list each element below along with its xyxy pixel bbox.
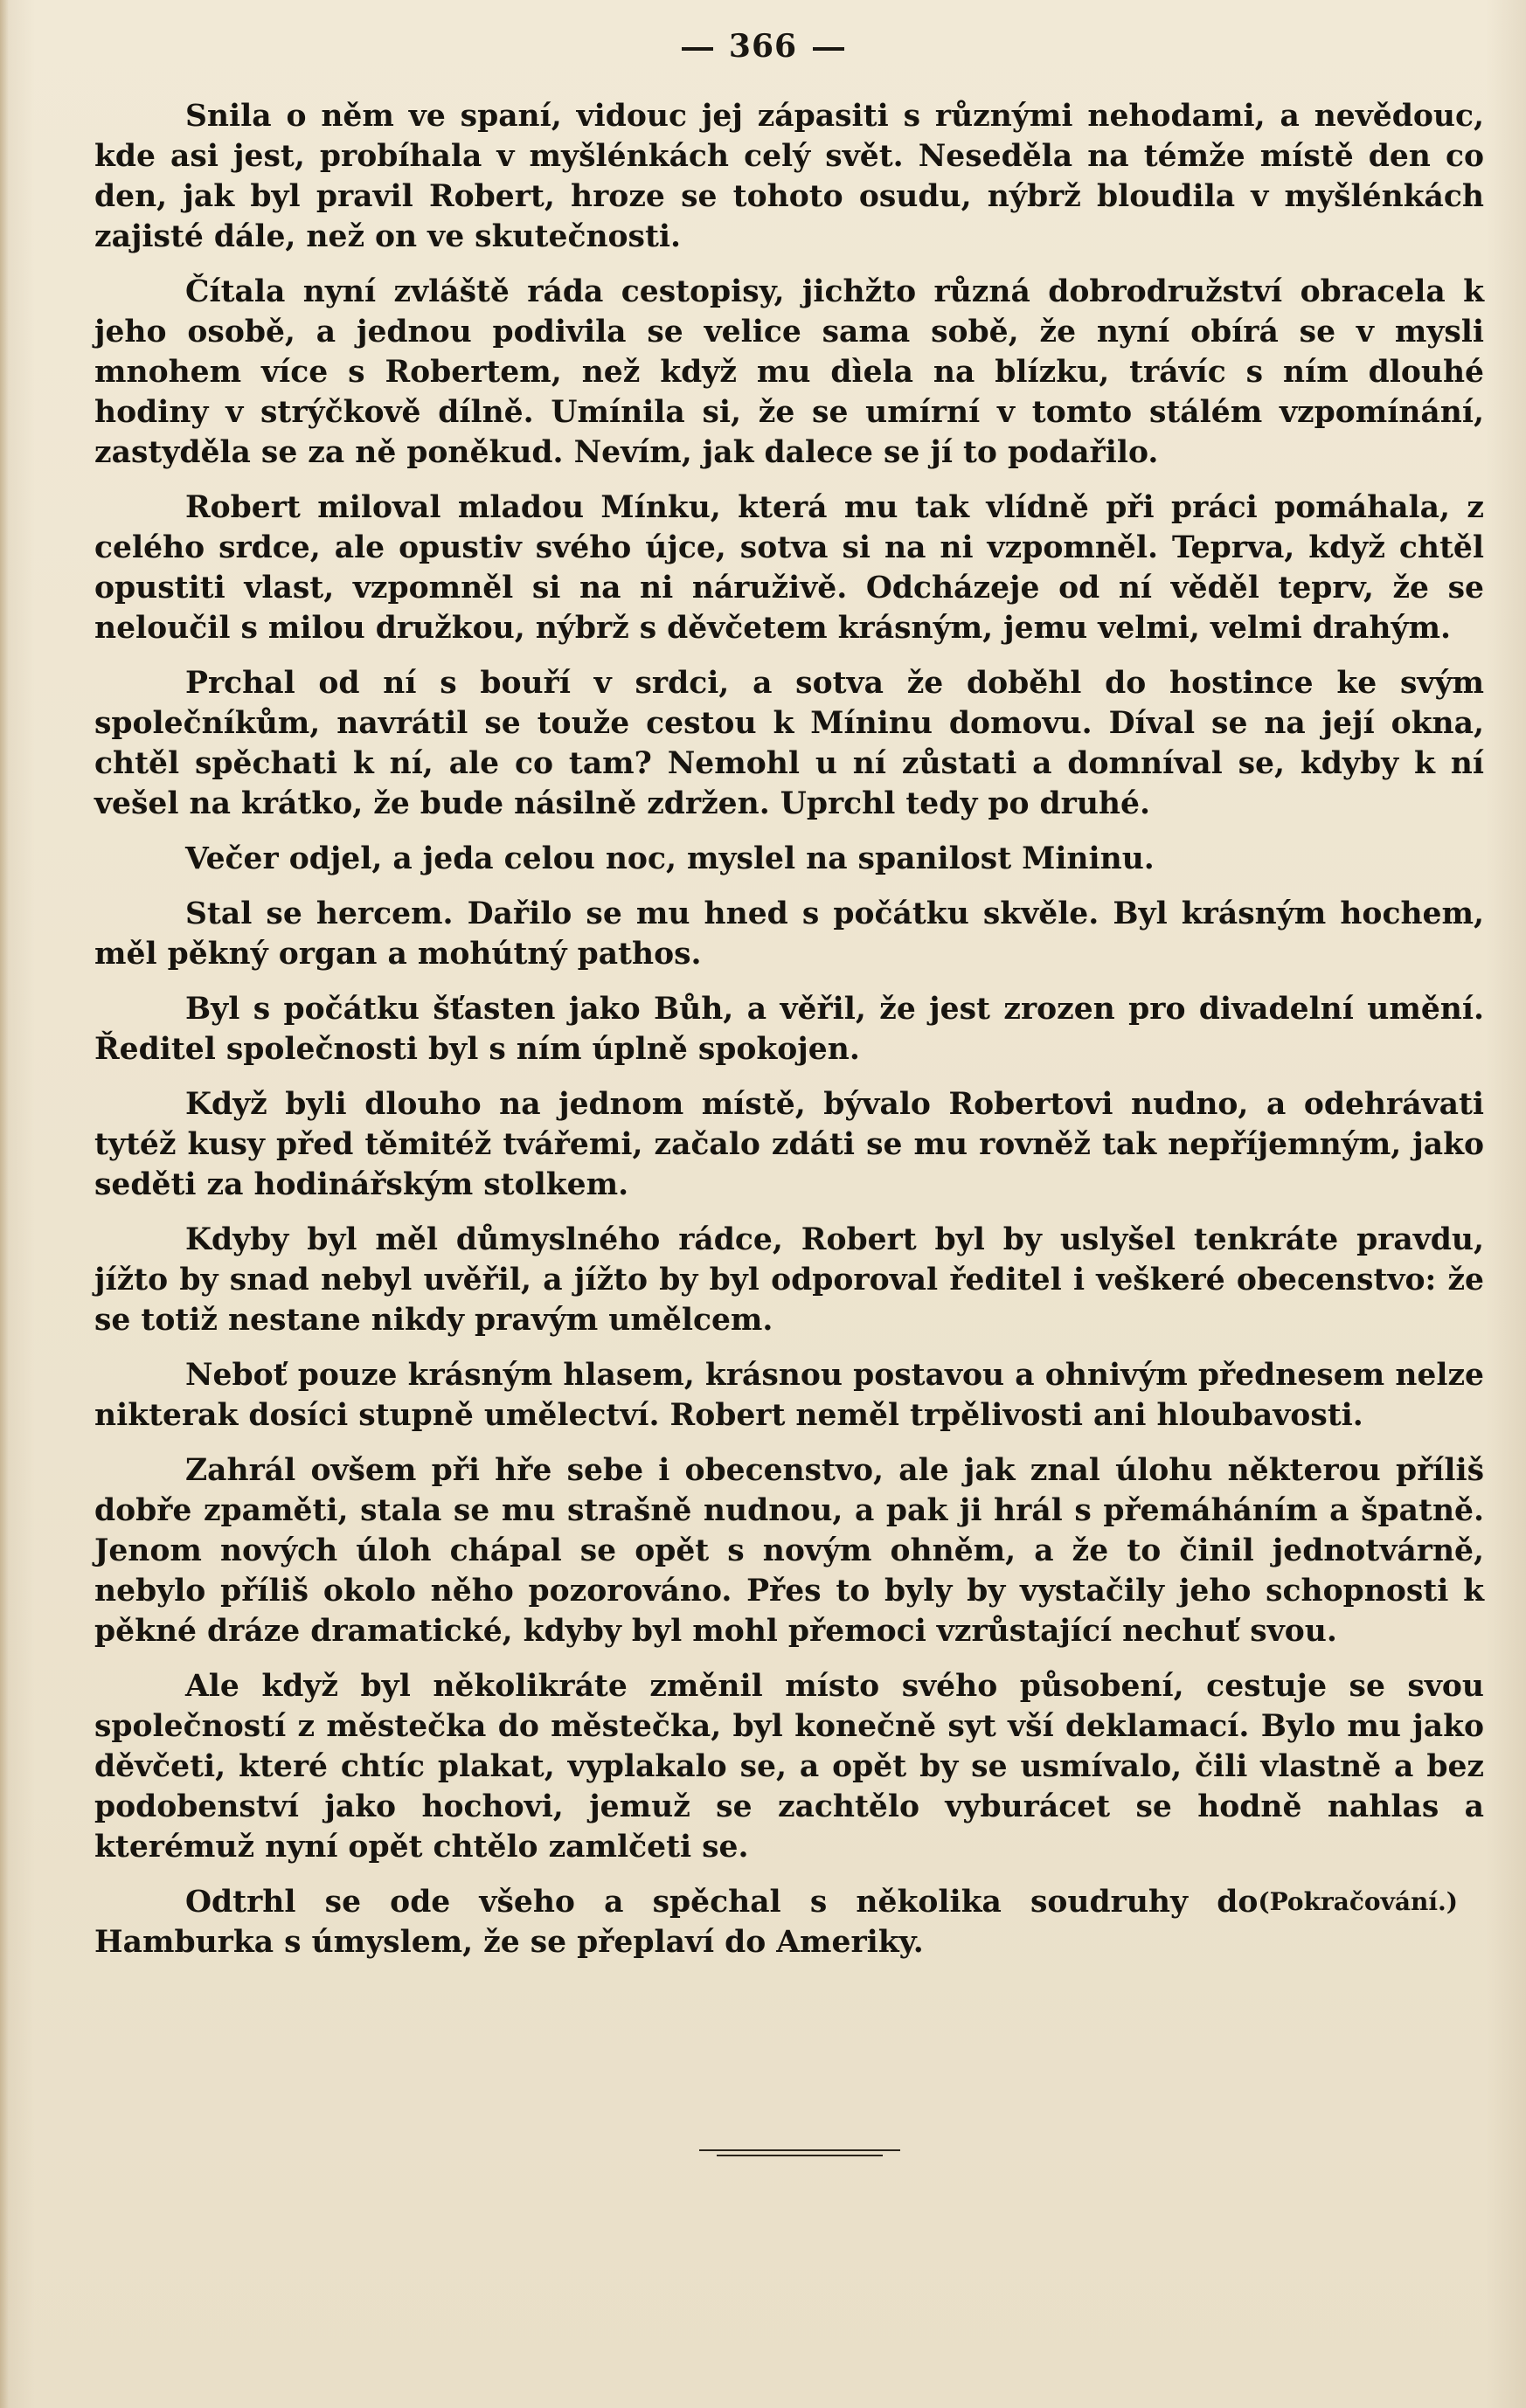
separator-line-bottom: [717, 2155, 883, 2156]
paragraph: Ale když byl několikráte změnil místo svého působení, cestuje se svou společností z městečka do městečka, byl konečně syt vší deklamací. Bylo mu jako děvčeti, které chtíc plakat, vyplakalo se, a opět by se usmívalo, čili vlastně a bez podobenství jako hochovi, jemuž se zachtělo vyburácet se hodně nahlas a kterémuž nyní opět chtělo zamlčeti se.: [94, 1669, 1484, 1865]
page-number-text: 366: [728, 28, 798, 65]
paragraph: Zahrál ovšem při hře sebe i obecenstvo, ale jak znal úlohu některou příliš dobře zpaměti, stala se mu strašně nudnou, a pak ji hrál s přemáháním a špatně. Jenom nových úloh chápal se opět s novým ohněm, a že to činil jednotvárně, nebylo příliš okolo něho pozorováno. Přes to byly by vystačily jeho schopnosti k pěkné dráze dramatické, kdyby byl mohl přemoci vzrůstající nechuť svou.: [94, 1453, 1484, 1649]
page-edge-shadow: [0, 0, 9, 2408]
paragraph: Byl s počátku šťasten jako Bůh, a věřil, že jest zrozen pro divadelní umění. Ředitel společnosti byl s ním úplně spokojen.: [94, 992, 1484, 1067]
paragraph: Prchal od ní s bouří v srdci, a sotva že doběhl do hostince ke svým společníkům, navrátil se touže cestou k Míninu domovu. Díval se na její okna, chtěl spěchati k ní, ale co tam? Nemohl u ní zůstati a domníval se, kdyby k ní vešel na krátko, že bude násilně zdržen. Uprchl tedy po druhé.: [94, 666, 1484, 821]
paragraph: Když byli dlouho na jednom místě, bývalo Robertovi nudno, a odehrávati tytéž kusy před těmitéž tvářemi, začalo zdáti se mu rovněž tak nepříjemným, jako seděti za hodinářským stolkem.: [94, 1087, 1484, 1202]
body-text: [94, 96, 1484, 1977]
paragraph: Večer odjel, a jeda celou noc, myslel na spanilost Mininu.: [185, 841, 1155, 876]
continued-note: (Pokračování.): [1258, 1887, 1458, 1916]
page-number: [0, 28, 1526, 65]
section-separator: [699, 2149, 900, 2158]
paragraph: Neboť pouze krásným hlasem, krásnou postavou a ohnivým přednesem nelze nikterak dosíci stupně umělectví. Robert neměl trpělivosti ani hloubavosti.: [94, 1358, 1484, 1433]
paragraph-last: [94, 1882, 1484, 1962]
paragraph: Robert miloval mladou Mínku, která mu tak vlídně při práci pomáhala, z celého srdce, ale opustiv svého újce, sotva si na ni vzpomněl. Teprva, když chtěl opustiti vlast, vzpomněl si na ni náruživě. Odcházeje od ní věděl teprv, že se neloučil s milou družkou, nýbrž s děvčetem krásným, jemu velmi, velmi drahým.: [94, 490, 1484, 646]
paragraph-last-text: Odtrhl se ode všeho a spěchal s několika soudruhy do Hamburka s úmyslem, že se přeplaví do Ameriky.: [94, 1885, 1259, 1960]
paragraph: Snila o něm ve spaní, vidouc jej zápasiti s různými nehodami, a nevědouc, kde asi jest, probíhala v myšlénkách celý svět. Neseděla na témže místě den co den, jak byl pravil Robert, hroze se tohoto osudu, nýbrž bloudila v myšlénkách zajisté dále, než on ve skutečnosti.: [94, 99, 1484, 254]
paragraph: Kdyby byl měl důmyslného rádce, Robert byl by uslyšel tenkráte pravdu, jížto by snad nebyl uvěřil, a jížto by byl odporoval ředitel i veškeré obecenstvo: že se totiž nestane nikdy pravým umělcem.: [94, 1222, 1484, 1338]
dash-left: [682, 47, 713, 51]
paragraph: Čítala nyní zvláště ráda cestopisy, jichžto různá dobrodružství obracela k jeho osobě, a jednou podivila se velice sama sobě, že nyní obírá se v mysli mnohem více s Robertem, než když mu dìela na blízku, trávíc s ním dlouhé hodiny v strýčkově dílně. Umínila si, že se umírní v tomto stálém vzpomínání, zastyděla se za ně poněkud. Nevím, jak dalece se jí to podařilo.: [94, 274, 1484, 470]
dash-right: [813, 47, 844, 51]
paragraph: Stal se hercem. Dařilo se mu hned s počátku skvěle. Byl krásným hochem, měl pěkný organ a mohútný pathos.: [94, 896, 1484, 972]
separator-line-top: [699, 2149, 900, 2151]
